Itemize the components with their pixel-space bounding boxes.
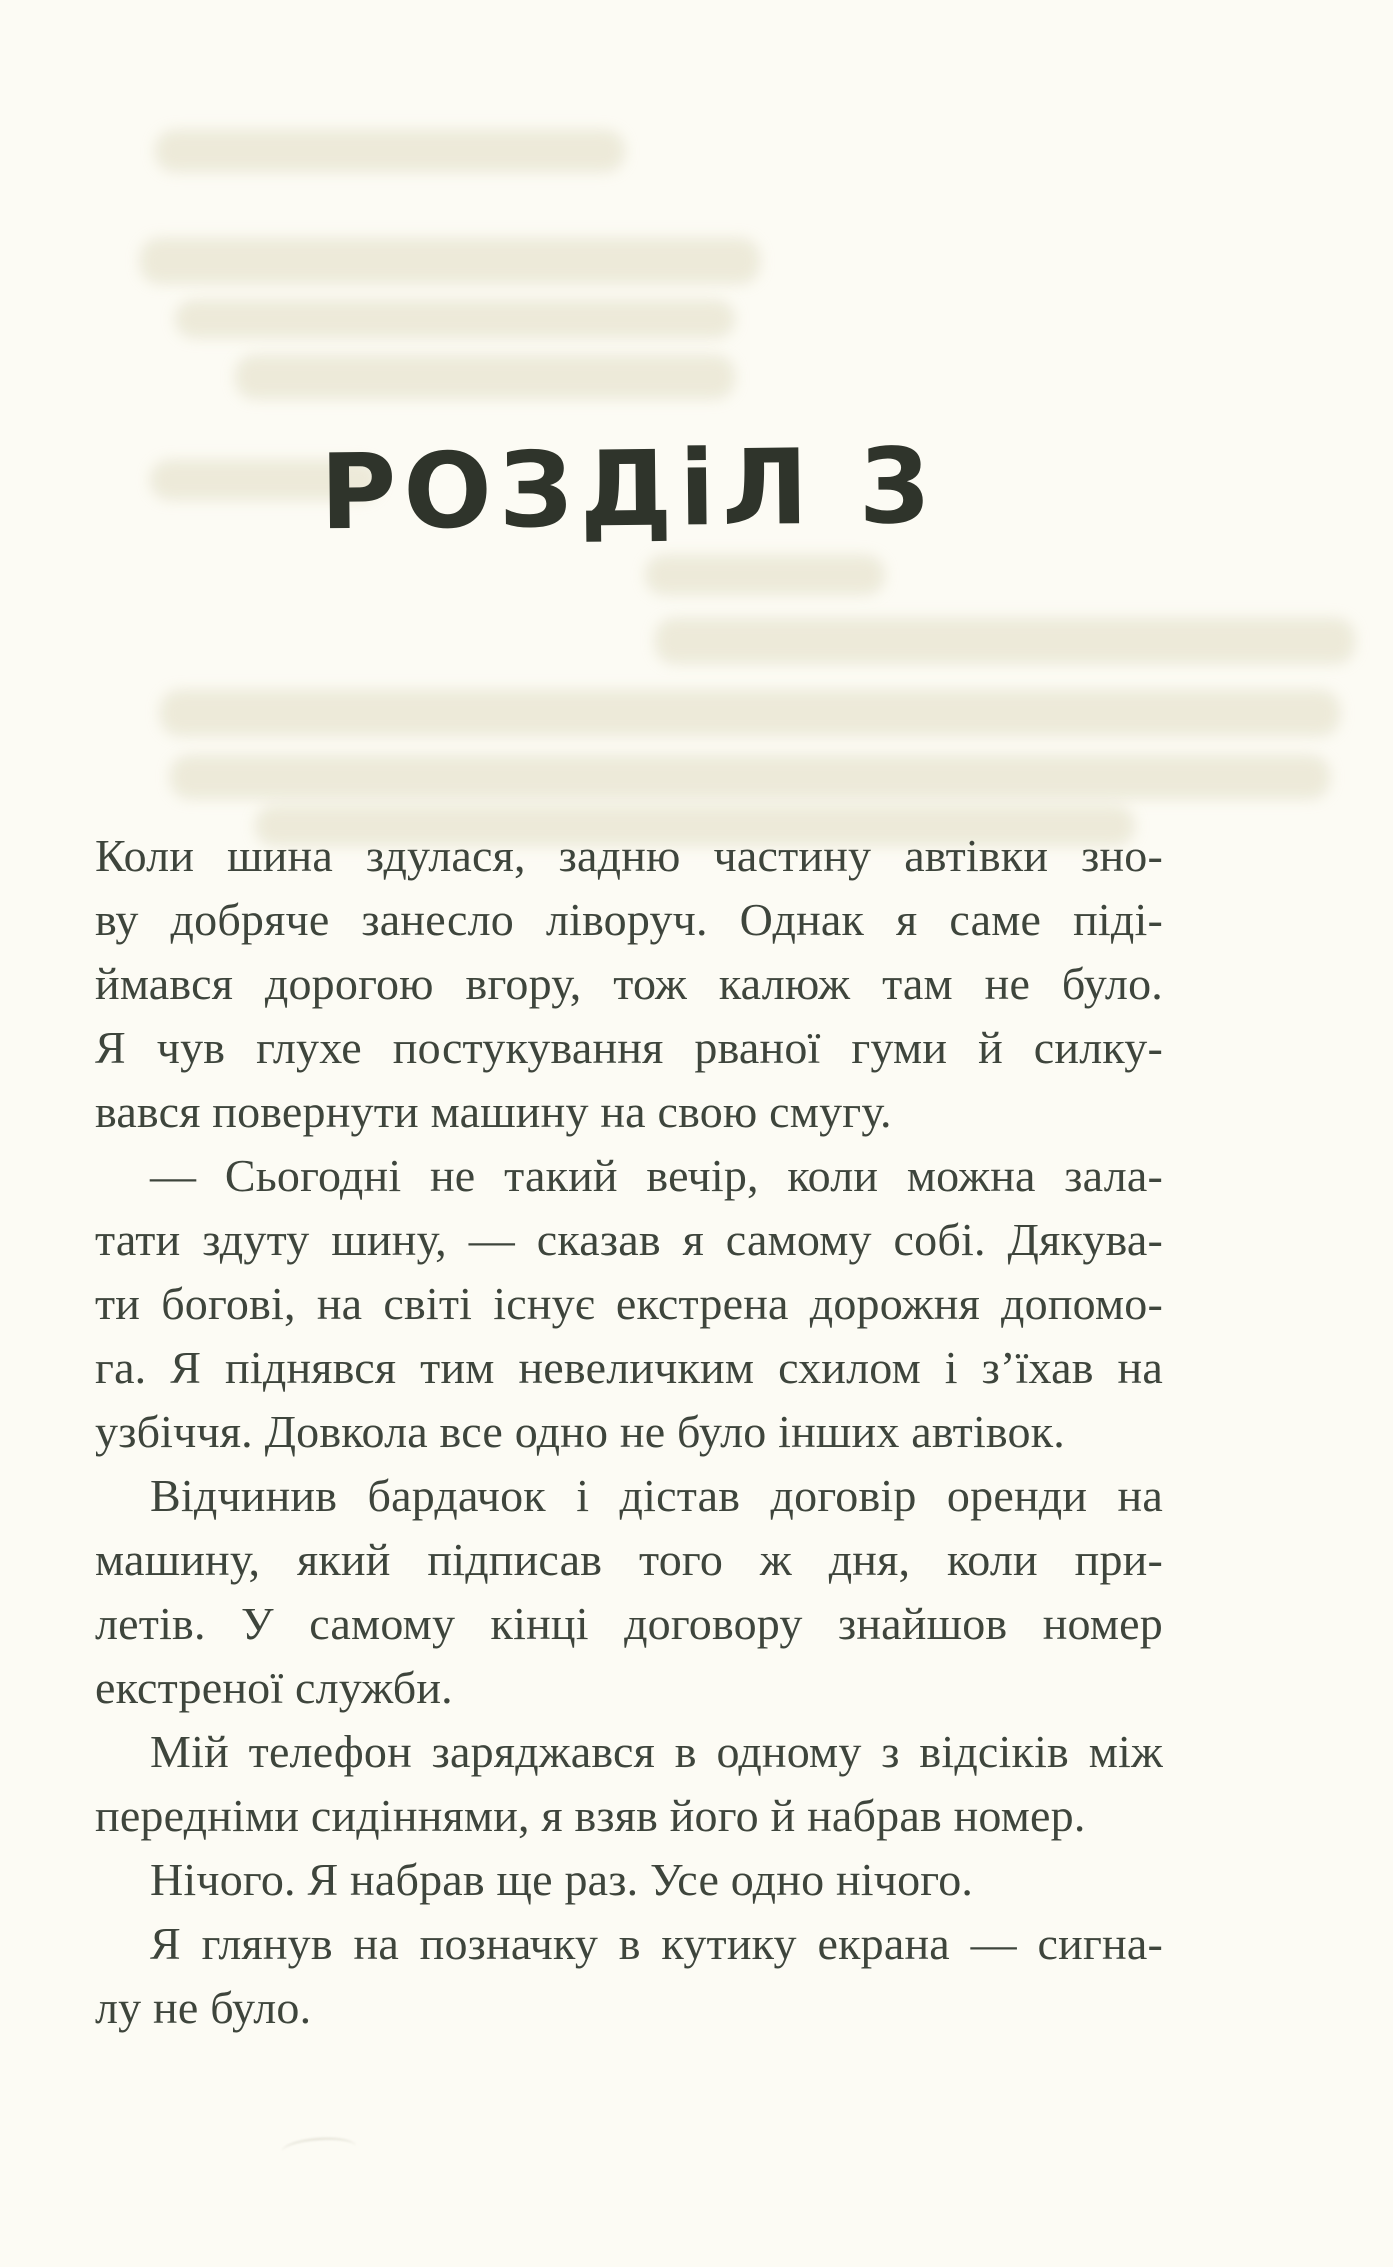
bleed-through-artifact bbox=[175, 300, 735, 338]
text-line: передніми сидіннями, я взяв його й набрав номер. bbox=[95, 1790, 1086, 1841]
text-line: ву добряче занесло ліворуч. Однак я саме піді- bbox=[95, 894, 1163, 945]
text-line: ти богові, на світі існує екстрена дорожня допомо- bbox=[95, 1278, 1163, 1329]
text-line: Я чув глухе постукування рваної гуми й силку- bbox=[95, 1022, 1163, 1073]
chapter-title: РОЗДіЛ 3 bbox=[319, 424, 939, 554]
bleed-through-artifact bbox=[645, 555, 885, 595]
text-line: вався повернути машину на свою смугу. bbox=[95, 1086, 892, 1137]
body-text bbox=[95, 824, 1163, 2040]
text-line: летів. У самому кінці договору знайшов номер bbox=[95, 1598, 1163, 1649]
text-line: узбіччя. Довкола все одно не було інших автівок. bbox=[95, 1406, 1065, 1457]
text-line: лу не було. bbox=[95, 1982, 312, 2033]
bleed-through-artifact bbox=[140, 238, 760, 284]
text-line: екстреної служби. bbox=[95, 1662, 453, 1713]
text-line: Я глянув на позначку в кутику екрана — сигна- bbox=[150, 1918, 1163, 1969]
text-line: — Сьогодні не такий вечір, коли можна зала- bbox=[150, 1150, 1163, 1201]
text-line: га. Я піднявся тим невеличким схилом і з’їхав на bbox=[95, 1342, 1163, 1393]
bleed-through-artifact bbox=[155, 130, 625, 172]
text-line: ймався дорогою вгору, тож калюж там не було. bbox=[95, 958, 1163, 1009]
text-line: Відчинив бардачок і дістав договір оренди на bbox=[150, 1470, 1163, 1521]
bleed-through-artifact bbox=[235, 355, 735, 399]
bleed-through-artifact bbox=[160, 690, 1340, 736]
text-line: Мій телефон заряджався в одному з відсіків між bbox=[150, 1726, 1163, 1777]
bleed-through-artifact bbox=[170, 755, 1330, 799]
text-line: Коли шина здулася, задню частину автівки зно- bbox=[95, 830, 1163, 881]
text-line: тати здуту шину, — сказав я самому собі. Дякува- bbox=[95, 1214, 1163, 1265]
bleed-through-artifact bbox=[655, 618, 1355, 664]
text-line: машину, який підписав того ж дня, коли при- bbox=[95, 1534, 1163, 1585]
page-curl-mark bbox=[281, 2135, 356, 2162]
text-line: Нічого. Я набрав ще раз. Усе одно нічого. bbox=[150, 1854, 974, 1905]
